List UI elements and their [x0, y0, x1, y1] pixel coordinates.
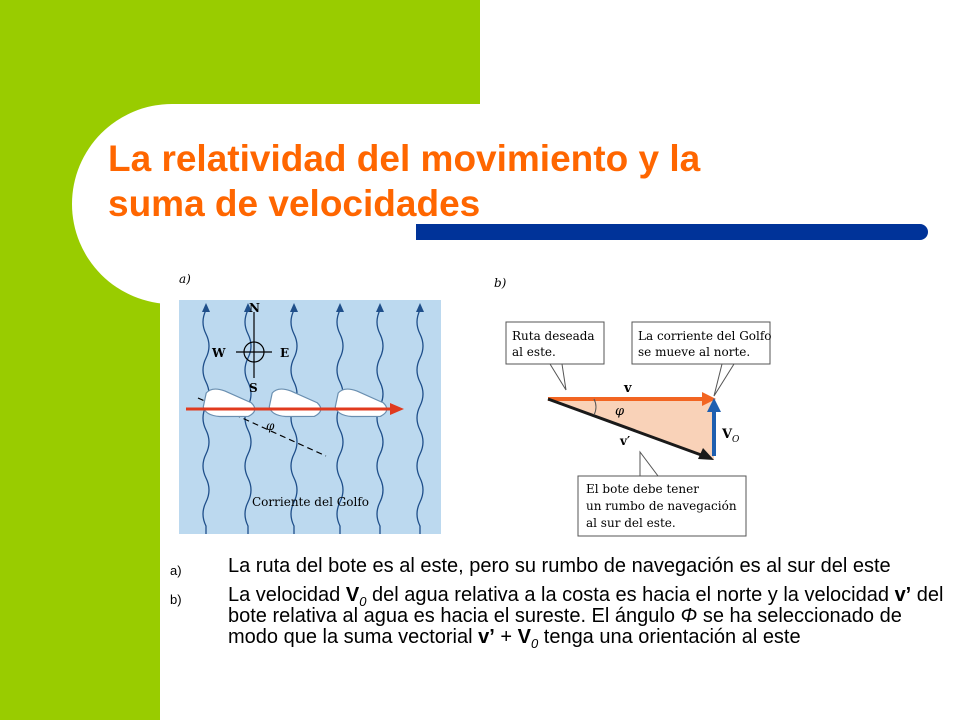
callout-current-line-1: La corriente del Golfo: [638, 329, 772, 343]
green-left-strip: [0, 0, 160, 720]
compass-n-label: N: [249, 301, 260, 315]
bullet-a-marker: a): [170, 563, 182, 578]
bullet-b: [170, 584, 950, 651]
callout-current-line-2: se mueve al norte.: [638, 345, 751, 359]
bullet-b-v0: V: [345, 584, 360, 606]
vector-vprime-label: v′: [620, 434, 631, 448]
bullet-b-text-2: del agua relativa a la costa es hacia el norte y la velocidad: [366, 584, 895, 606]
title-line-2: suma de velocidades: [108, 183, 481, 224]
bullet-b-v0-sub-2: 0: [530, 636, 539, 651]
vector-v-label: v: [624, 381, 632, 396]
figure-a: [176, 270, 446, 542]
vector-vo-subscript: O: [732, 435, 740, 445]
title-underline-cap: [896, 224, 928, 240]
bullet-b-marker: b): [170, 592, 182, 607]
bullet-b-text-1: La velocidad: [228, 584, 346, 606]
figure-b-vector-diagram: [490, 270, 780, 542]
figure-b: [490, 270, 780, 542]
bullet-b-text-3: del bote relativa al agua es hacia el sureste. El ángulo: [228, 584, 944, 627]
figure-b-label: b): [494, 276, 507, 290]
bullet-b-text-4: se ha seleccionado de modo que la suma vectorial: [228, 605, 902, 648]
callout-boat-line-1: El bote debe tener: [586, 482, 699, 496]
bullet-list: [170, 556, 950, 656]
bullet-a-text: La ruta del bote es al este, pero su rumbo de navegación es al sur del este: [228, 555, 891, 577]
bullet-b-text-5: +: [494, 626, 518, 648]
bullet-b-v0-sub: 0: [359, 594, 367, 609]
bullet-b-phi: Φ: [680, 605, 698, 627]
callout-boat-line-3: al sur del este.: [586, 516, 676, 530]
angle-phi-a: φ: [266, 419, 275, 433]
compass-e-label: E: [280, 346, 290, 360]
vector-vo-label: V: [722, 427, 733, 442]
bullet-b-vprime-2: v’: [478, 626, 495, 648]
callout-route-line-1: Ruta deseada: [512, 329, 595, 343]
figure-a-label: a): [179, 272, 191, 286]
compass-s-label: S: [249, 381, 258, 395]
bullet-b-vprime: v’: [894, 584, 912, 606]
title-line-1: La relatividad del movimiento y la: [108, 138, 701, 179]
title-underline-bar: [416, 224, 902, 240]
compass-w-label: W: [212, 346, 226, 360]
angle-phi-b: φ: [615, 404, 625, 419]
bullet-a: [170, 556, 950, 577]
bullet-b-text-6: tenga una orientación al este: [538, 626, 801, 648]
current-caption: Corriente del Golfo: [252, 495, 370, 509]
callout-route-line-2: al este.: [512, 345, 556, 359]
slide-title: [108, 136, 888, 226]
bullet-b-v0-2: V: [517, 626, 531, 648]
figure-a-illustration: [176, 270, 446, 542]
callout-boat-line-2: un rumbo de navegación: [586, 499, 737, 513]
